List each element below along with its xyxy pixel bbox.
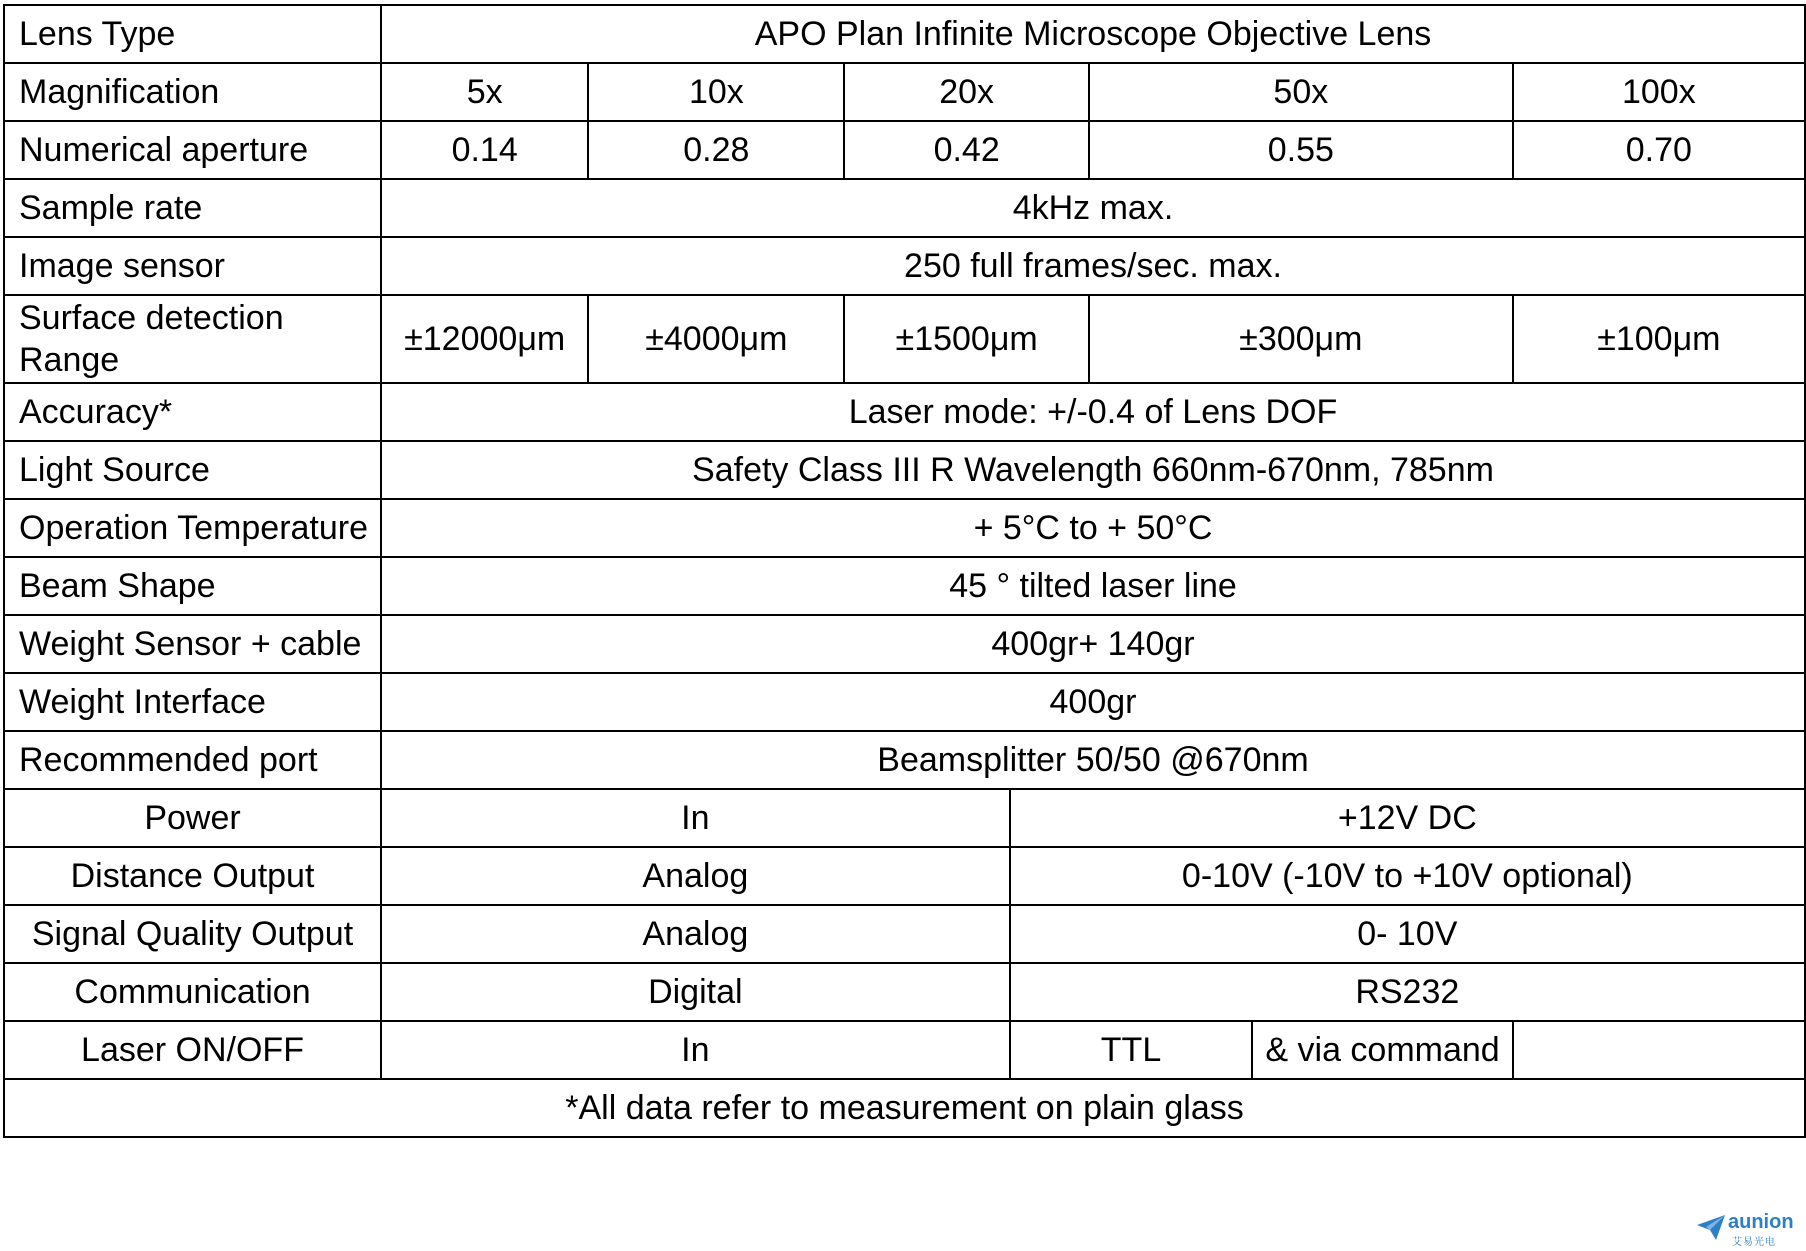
row-light-source	[4, 441, 1805, 499]
label-beam-shape: Beam Shape	[4, 557, 381, 615]
label-sample-rate: Sample rate	[4, 179, 381, 237]
row-recommended-port	[4, 731, 1805, 789]
label-lens-type: Lens Type	[4, 5, 381, 63]
value-weight-sensor-cable: 400gr+ 140gr	[381, 615, 1805, 673]
row-footnote	[4, 1079, 1805, 1137]
row-laser-on-off	[4, 1021, 1805, 1079]
value-sample-rate: 4kHz max.	[381, 179, 1805, 237]
label-image-sensor: Image sensor	[4, 237, 381, 295]
label-magnification: Magnification	[4, 63, 381, 121]
row-lens-type	[4, 5, 1805, 63]
value-light-source: Safety Class III R Wavelength 660nm-670nm, 785nm	[381, 441, 1805, 499]
type-communication: Digital	[381, 963, 1010, 1021]
spec-table	[3, 4, 1806, 1138]
label-surface-detection	[4, 295, 381, 383]
row-surface-detection	[4, 295, 1805, 383]
label-surface-detection-line1: Surface detection	[19, 299, 284, 337]
label-numerical-aperture: Numerical aperture	[4, 121, 381, 179]
value-laser-empty	[1513, 1021, 1805, 1079]
range-10x: ±4000μm	[588, 295, 844, 383]
value-communication: RS232	[1010, 963, 1805, 1021]
na-5x: 0.14	[381, 121, 588, 179]
row-sample-rate	[4, 179, 1805, 237]
magnification-50x: 50x	[1089, 63, 1513, 121]
type-power: In	[381, 789, 1010, 847]
type-signal-quality-output: Analog	[381, 905, 1010, 963]
row-power	[4, 789, 1805, 847]
label-distance-output: Distance Output	[4, 847, 381, 905]
value-image-sensor: 250 full frames/sec. max.	[381, 237, 1805, 295]
label-communication: Communication	[4, 963, 381, 1021]
value-weight-interface: 400gr	[381, 673, 1805, 731]
range-100x: ±100μm	[1513, 295, 1805, 383]
label-laser-on-off: Laser ON/OFF	[4, 1021, 381, 1079]
label-weight-interface: Weight Interface	[4, 673, 381, 731]
magnification-5x: 5x	[381, 63, 588, 121]
na-10x: 0.28	[588, 121, 844, 179]
range-5x: ±12000μm	[381, 295, 588, 383]
row-magnification	[4, 63, 1805, 121]
magnification-20x: 20x	[844, 63, 1089, 121]
value-accuracy: Laser mode: +/-0.4 of Lens DOF	[381, 383, 1805, 441]
type-laser-on-off: In	[381, 1021, 1010, 1079]
label-recommended-port: Recommended port	[4, 731, 381, 789]
label-operation-temperature: Operation Temperature	[4, 499, 381, 557]
row-accuracy	[4, 383, 1805, 441]
value-laser-command: & via command	[1252, 1021, 1512, 1079]
row-weight-interface	[4, 673, 1805, 731]
range-20x: ±1500μm	[844, 295, 1089, 383]
row-image-sensor	[4, 237, 1805, 295]
logo-brand: aunion	[1728, 1211, 1794, 1233]
paper-plane-icon	[1696, 1213, 1726, 1241]
row-signal-quality-output	[4, 905, 1805, 963]
na-50x: 0.55	[1089, 121, 1513, 179]
row-numerical-aperture	[4, 121, 1805, 179]
value-distance-output: 0-10V (-10V to +10V optional)	[1010, 847, 1805, 905]
magnification-100x: 100x	[1513, 63, 1805, 121]
label-accuracy: Accuracy*	[4, 383, 381, 441]
na-20x: 0.42	[844, 121, 1089, 179]
range-50x: ±300μm	[1089, 295, 1513, 383]
row-beam-shape	[4, 557, 1805, 615]
value-power: +12V DC	[1010, 789, 1805, 847]
row-operation-temperature	[4, 499, 1805, 557]
magnification-10x: 10x	[588, 63, 844, 121]
value-signal-quality-output: 0- 10V	[1010, 905, 1805, 963]
row-weight-sensor-cable	[4, 615, 1805, 673]
value-beam-shape: 45 ° tilted laser line	[381, 557, 1805, 615]
na-100x: 0.70	[1513, 121, 1805, 179]
label-weight-sensor-cable: Weight Sensor + cable	[4, 615, 381, 673]
row-communication	[4, 963, 1805, 1021]
row-distance-output	[4, 847, 1805, 905]
footnote: *All data refer to measurement on plain glass	[4, 1079, 1805, 1137]
value-laser-ttl: TTL	[1010, 1021, 1253, 1079]
value-operation-temperature: + 5°C to + 50°C	[381, 499, 1805, 557]
logo-brand-cn: 艾易光电	[1732, 1237, 1776, 1248]
label-signal-quality-output: Signal Quality Output	[4, 905, 381, 963]
label-light-source: Light Source	[4, 441, 381, 499]
company-logo	[1696, 1209, 1796, 1248]
label-power: Power	[4, 789, 381, 847]
label-surface-detection-line2: Range	[19, 341, 120, 379]
type-distance-output: Analog	[381, 847, 1010, 905]
value-recommended-port: Beamsplitter 50/50 @670nm	[381, 731, 1805, 789]
value-lens-type: APO Plan Infinite Microscope Objective Lens	[381, 5, 1805, 63]
